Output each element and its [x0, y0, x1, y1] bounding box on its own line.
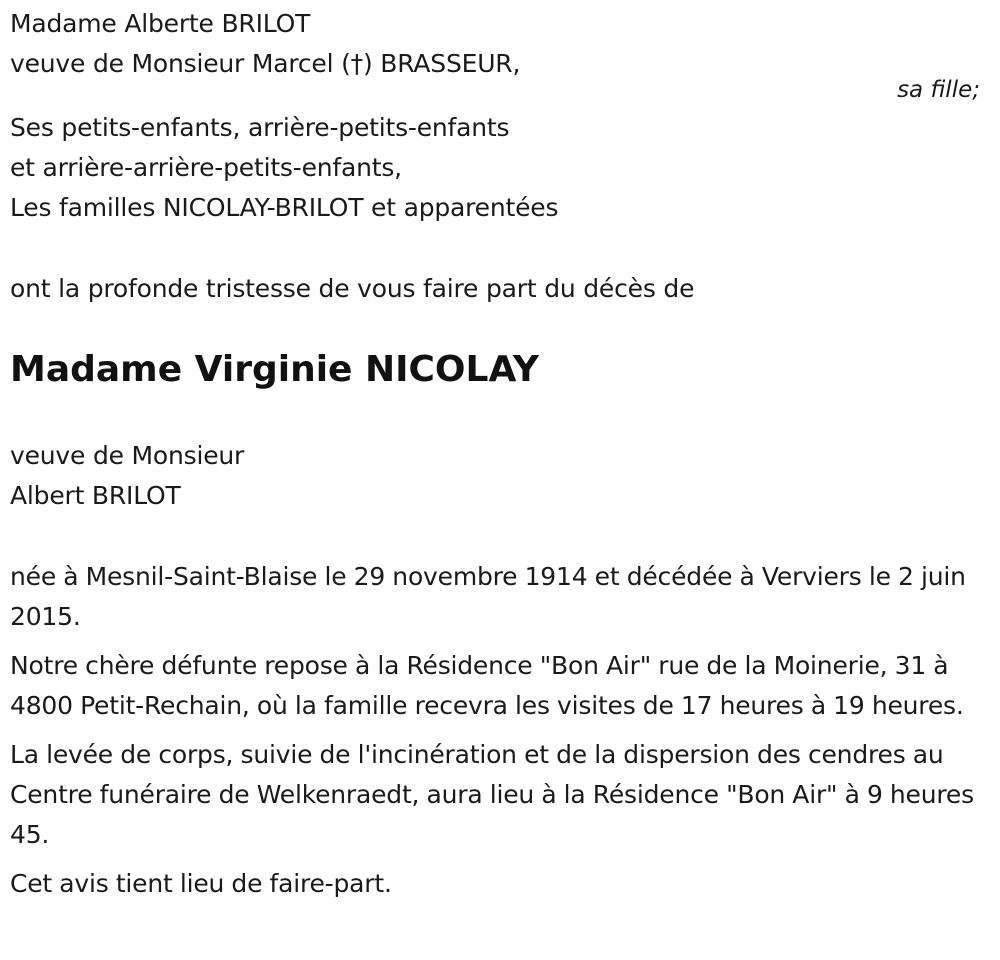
widow-of-line: veuve de Monsieur	[10, 441, 245, 470]
birth-death-paragraph: née à Mesnil-Saint-Blaise le 29 novembre 1914 et décédée à Verviers le 2 juin 2015.	[10, 562, 966, 631]
daughter-widow-line: veuve de Monsieur Marcel (†) BRASSEUR,	[10, 49, 521, 78]
late-husband-name: Albert BRILOT	[10, 481, 181, 510]
grandchildren-line: Ses petits-enfants, arrière-petits-enfants	[10, 113, 510, 142]
intro-text: ont la profonde tristesse de vous faire part du décès de	[10, 274, 695, 303]
relation-label: sa fille;	[897, 77, 980, 103]
daughter-name: Madame Alberte BRILOT	[10, 9, 311, 38]
families-line: Les familles NICOLAY-BRILOT et apparentées	[10, 193, 559, 222]
great-great-grandchildren-line: et arrière-arrière-petits-enfants,	[10, 153, 402, 182]
details-block	[10, 557, 985, 913]
other-family-block	[10, 108, 558, 228]
deceased-block	[10, 344, 539, 396]
visitation-paragraph: Notre chère défunte repose à la Résidence "Bon Air" rue de la Moinerie, 31 à 4800 Petit-Rechain, où la famille recevra les visites de 17 heures à 19 heures.	[10, 651, 964, 720]
widow-of-block	[10, 436, 244, 516]
closing-paragraph: Cet avis tient lieu de faire-part.	[10, 869, 392, 898]
intro-block	[10, 269, 694, 309]
deceased-name: Madame Virginie NICOLAY	[10, 349, 539, 390]
first-family-member-block	[10, 4, 520, 84]
ceremony-paragraph: La levée de corps, suivie de l'incinération et de la dispersion des cendres au Centre funéraire de Welkenraedt, aura lieu à la Résidence "Bon Air" à 9 heures 45.	[10, 740, 974, 849]
